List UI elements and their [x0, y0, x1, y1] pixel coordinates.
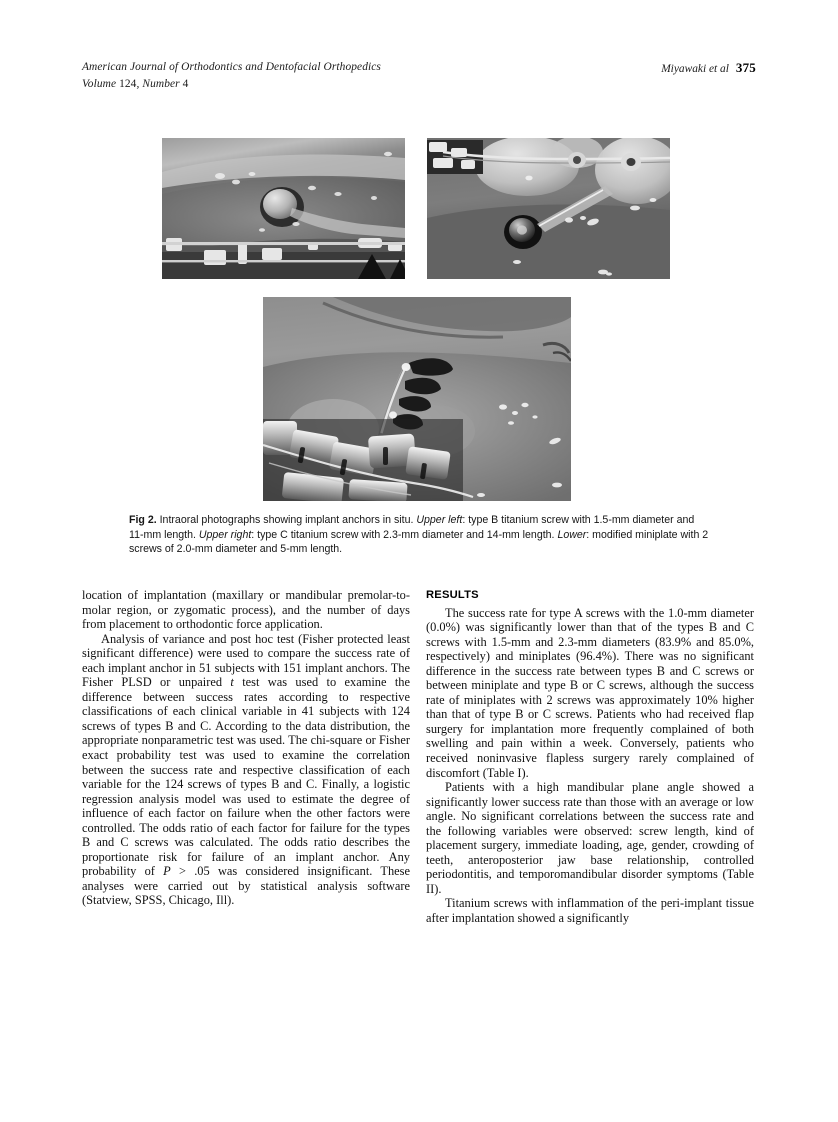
figure-caption-text-1: Intraoral photographs showing implant anchors in situ. [156, 514, 417, 526]
figure-caption-text-2: : type B titanium screw with 1.5-mm diameter and 11-mm length. [129, 514, 695, 541]
photo-lower [263, 297, 571, 501]
section-heading-results: RESULTS [426, 589, 479, 601]
running-header-right [661, 60, 756, 77]
photo-upper-left-graphic [162, 138, 405, 279]
running-header-left [82, 60, 381, 92]
issue-number: 4 [182, 78, 189, 90]
body-column-right [426, 588, 754, 926]
paragraph-results-3-text: Titanium screws with inflammation of the peri-implant tissue after implantation showed a significantly [426, 896, 754, 926]
p-value-symbol: P [163, 864, 171, 879]
volume-number: 124 [119, 78, 137, 90]
paragraph-methods-1-text: location of implantation (maxillary or mandibular premolar-to-molar region, or zygomatic process), and the number of days from placement to orthodontic force application. [82, 588, 410, 632]
author-running-head: Miyawaki et al [661, 63, 729, 75]
figure-photo-row-lower [82, 297, 756, 501]
figure-photo-row-upper [82, 136, 756, 279]
volume-label: Volume [82, 78, 120, 90]
photo-upper-right-graphic [427, 138, 670, 279]
number-label: , Number [136, 78, 183, 90]
figure-caption-text-4: : modified miniplate with 2 screws of 2.0-mm diameter and 5-mm length. [129, 528, 709, 556]
paragraph-results-2 [426, 780, 754, 896]
paragraph-methods-2-text-a: Analysis of variance and post hoc test (Fisher protected least significant difference) were used to compare the success rate of each implant anchor in 51 subjects with 151 implant anchors. The Fisher PLSD or unpaired [82, 631, 410, 690]
paragraph-methods-1 [82, 588, 410, 632]
running-header [82, 60, 756, 94]
figure-caption-lower-label: Lower [557, 528, 587, 541]
photo-upper-left [162, 138, 405, 279]
paragraph-results-1 [426, 606, 754, 781]
body-column-left [82, 588, 410, 908]
figure-caption [129, 513, 709, 557]
figure-2 [82, 136, 756, 501]
paragraph-results-1-text: The success rate for type A screws with the 1.0-mm diameter (0.0%) was significantly lower than that of the types B and C screws with 1.5-mm and 2.3-mm diameters (83.9% and 85.0%, respectively) and miniplates (96.4%). There was no significant difference in the success rate between types B and C screws or between miniplate and type B or C screws, although the success rate of miniplates with 2 screws was approximately 10% higher than that of type B or C screws. Patients who had received flap surgery for implantation more frequently complained of both swelling and pain within a week. Conversely, patients who received noninvasive flapless surgery rarely complained of discomfort (Table I). [426, 605, 754, 780]
t-test-symbol: t [230, 675, 234, 690]
figure-caption-upper-right-label: Upper right [198, 528, 252, 541]
paragraph-methods-2 [82, 632, 410, 908]
paragraph-methods-2-text-b: test was used to examine the difference between success rates according to respective classifications of each clinical variable in 41 subjects with 124 screws of types B and C. According to the data distribution, the appropriate nonparametric test was used. The chi-square or Fisher exact probability test was used to examine the correlation between the success rate and respective classification of each variable for the 124 screws of types B and C. Finally, a logistic regression analysis model was used to estimate the degree of influence of each factor on failure when the other factors were controlled. The odds ratio of each factor for failure for the types B and C screws was calculated. The odds ratio describes the proportionate risk for failure of an implant anchor. Any probability of [82, 675, 410, 879]
figure-caption-label: Fig 2. [129, 514, 157, 526]
figure-caption-upper-left-label: Upper left [416, 514, 463, 526]
volume-issue-line [82, 77, 381, 92]
paragraph-results-2-text: Patients with a high mandibular plane angle showed a significantly lower success rate than those with an average or low angle. No significant correlations between the success rate and the following variables were observed: screw length, kind of placement surgery, immediate loading, age, gender, crowding of teeth, anteroposterior jaw base relationship, controlled periodontitis, and temporomandibular disorder symptoms (Table II). [426, 780, 754, 896]
paragraph-results-3 [426, 896, 754, 925]
paragraph-methods-2-text-c: > .05 was considered insignificant. These analyses were carried out by statistical analysis software (Statview, SPSS, Chicago, Ill). [82, 864, 410, 908]
page-number: 375 [735, 60, 756, 75]
photo-lower-graphic [263, 297, 571, 501]
figure-caption-text-3: : type C titanium screw with 2.3-mm diameter and 14-mm length. [251, 528, 558, 541]
journal-title: American Journal of Orthodontics and Dentofacial Orthopedics [82, 61, 381, 73]
photo-upper-right [427, 138, 670, 279]
